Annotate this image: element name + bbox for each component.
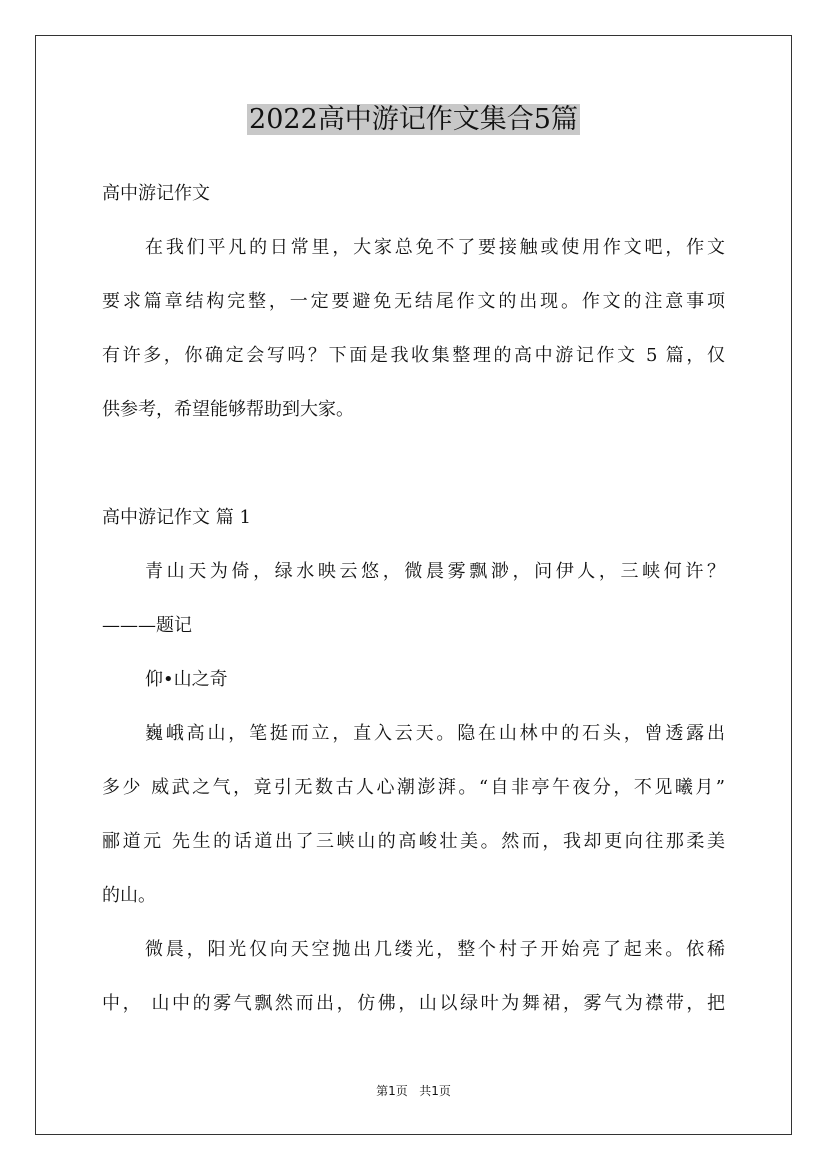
intro-line: 供参考，希望能够帮助到大家。 — [102, 399, 354, 420]
intro-line: 有许多，你确定会写吗？下面是我收集整理的高中游记作文 5 篇，仅 — [102, 345, 725, 366]
section-heading: 高中游记作文 — [102, 183, 210, 204]
document-title — [0, 100, 827, 140]
paragraph-line: 巍峨高山，笔挺而立，直入云天。隐在山林中的石头，曾透露出 — [145, 723, 725, 744]
title-text: 2022高中游记作文集合5篇 — [249, 104, 578, 135]
page-number-current: 第1页 — [376, 1084, 408, 1098]
paragraph-line: 微晨，阳光仅向天空抛出几缕光，整个村子开始亮了起来。依稀 — [145, 939, 725, 960]
page-footer — [0, 1083, 827, 1099]
paragraph-line: 郦道元 先生的话道出了三峡山的高峻壮美。然而，我却更向往那柔美 — [102, 831, 725, 852]
epigraph-attribution: ———题记 — [102, 615, 192, 636]
essay-heading: 高中游记作文 篇 1 — [102, 507, 251, 528]
paragraph-line: 的山。 — [102, 885, 156, 906]
subheading: 仰•山之奇 — [145, 669, 228, 690]
intro-line: 要求篇章结构完整，一定要避免无结尾作文的出现。作文的注意事项 — [102, 291, 725, 312]
epigraph-line: 青山天为倚，绿水映云悠，微晨雾飘渺，问伊人，三峡何许？ — [145, 561, 725, 582]
intro-line: 在我们平凡的日常里，大家总免不了要接触或使用作文吧，作文 — [145, 237, 725, 258]
paragraph-line: 中， 山中的雾气飘然而出，仿佛，山以绿叶为舞裙，雾气为襟带，把 — [102, 993, 725, 1014]
paragraph-line: 多少 威武之气，竟引无数古人心潮澎湃。“自非亭午夜分，不见曦月” — [102, 777, 725, 798]
page-number-total: 共1页 — [419, 1084, 451, 1098]
